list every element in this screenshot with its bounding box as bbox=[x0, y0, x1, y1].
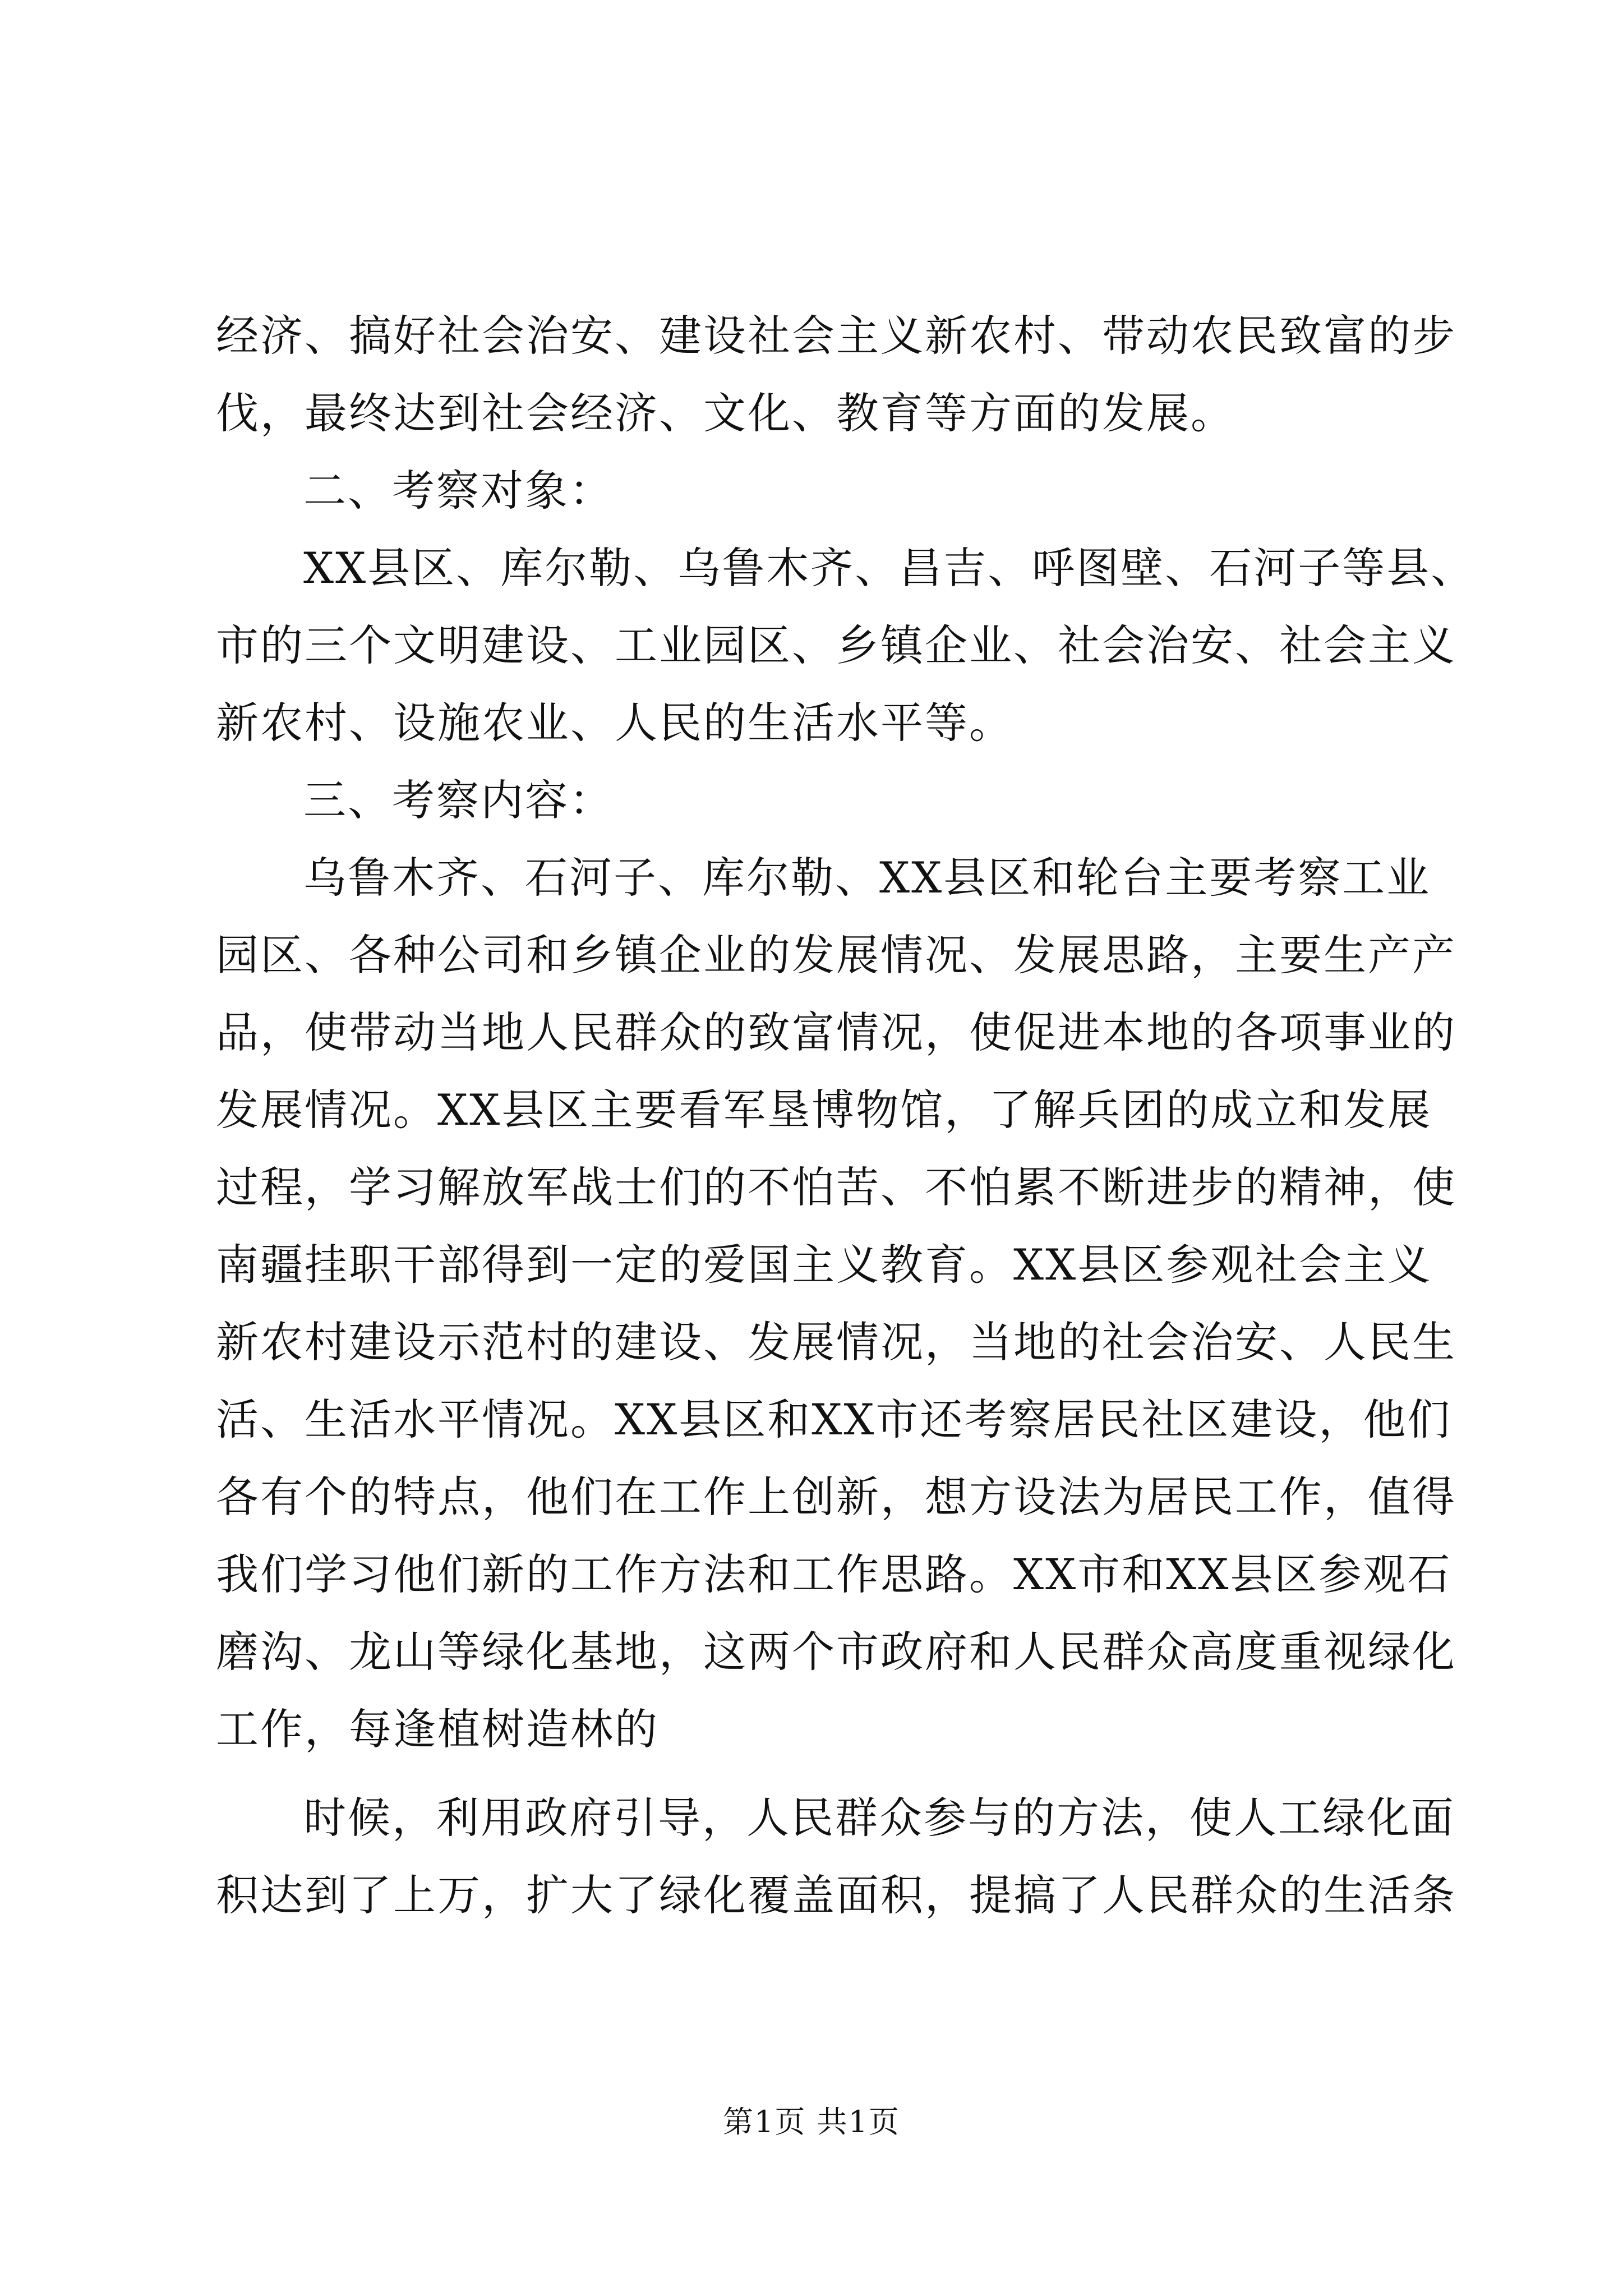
text-line: 新农村、设施农业、人民的生活水平等。 bbox=[216, 698, 1013, 748]
text-line: 我们学习他们新的工作方法和工作思路。XX市和XX县区参观石 bbox=[216, 1549, 1452, 1599]
paragraph-gap bbox=[216, 1768, 1422, 1779]
text-line: 磨沟、龙山等绿化基地，这两个市政府和人民群众高度重视绿化 bbox=[216, 1627, 1456, 1677]
text-line: XX县区、库尔勒、乌鲁木齐、昌吉、呼图壁、石河子等县、 bbox=[303, 543, 1476, 593]
text-line: 园区、各种公司和乡镇企业的发展情况、发展思路，主要生产产 bbox=[216, 930, 1456, 980]
text-line: 工作，每逢植树造林的 bbox=[216, 1704, 659, 1754]
section-heading: 二、考察对象： bbox=[303, 466, 614, 516]
text-line: 活、生活水平情况。XX县区和XX市还考察居民社区建设，他们 bbox=[216, 1395, 1452, 1444]
text-line: 发展情况。XX县区主要看军垦博物馆，了解兵团的成立和发展 bbox=[216, 1085, 1432, 1135]
text-line: 品，使带动当地人民群众的致富情况，使促进本地的各项事业的 bbox=[216, 1007, 1456, 1057]
text-line: 时候，利用政府引导，人民群众参与的方法，使人工绿化面 bbox=[303, 1793, 1455, 1843]
text-line: 经济、搞好社会治安、建设社会主义新农村、带动农民致富的步 bbox=[216, 311, 1456, 361]
text-line: 新农村建设示范村的建设、发展情况，当地的社会治安、人民生 bbox=[216, 1317, 1456, 1367]
text-line: 过程，学习解放军战士们的不怕苦、不怕累不断进步的精神，使 bbox=[216, 1162, 1456, 1212]
page-footer: 第1页 共1页 bbox=[723, 2104, 900, 2139]
section-heading: 三、考察内容： bbox=[303, 775, 614, 825]
text-line: 积达到了上万，扩大了绿化覆盖面积，提搞了人民群众的生活条 bbox=[216, 1870, 1456, 1920]
document-body bbox=[216, 297, 1476, 1934]
text-line: 市的三个文明建设、工业园区、乡镇企业、社会治安、社会主义 bbox=[216, 620, 1456, 670]
text-line: 乌鲁木齐、石河子、库尔勒、XX县区和轮台主要考察工业 bbox=[303, 853, 1431, 903]
text-line: 各有个的特点，他们在工作上创新，想方设法为居民工作，值得 bbox=[216, 1472, 1456, 1522]
text-line: 伐，最终达到社会经济、文化、教育等方面的发展。 bbox=[216, 388, 1235, 438]
text-line: 南疆挂职干部得到一定的爱国主义教育。XX县区参观社会主义 bbox=[216, 1240, 1432, 1290]
